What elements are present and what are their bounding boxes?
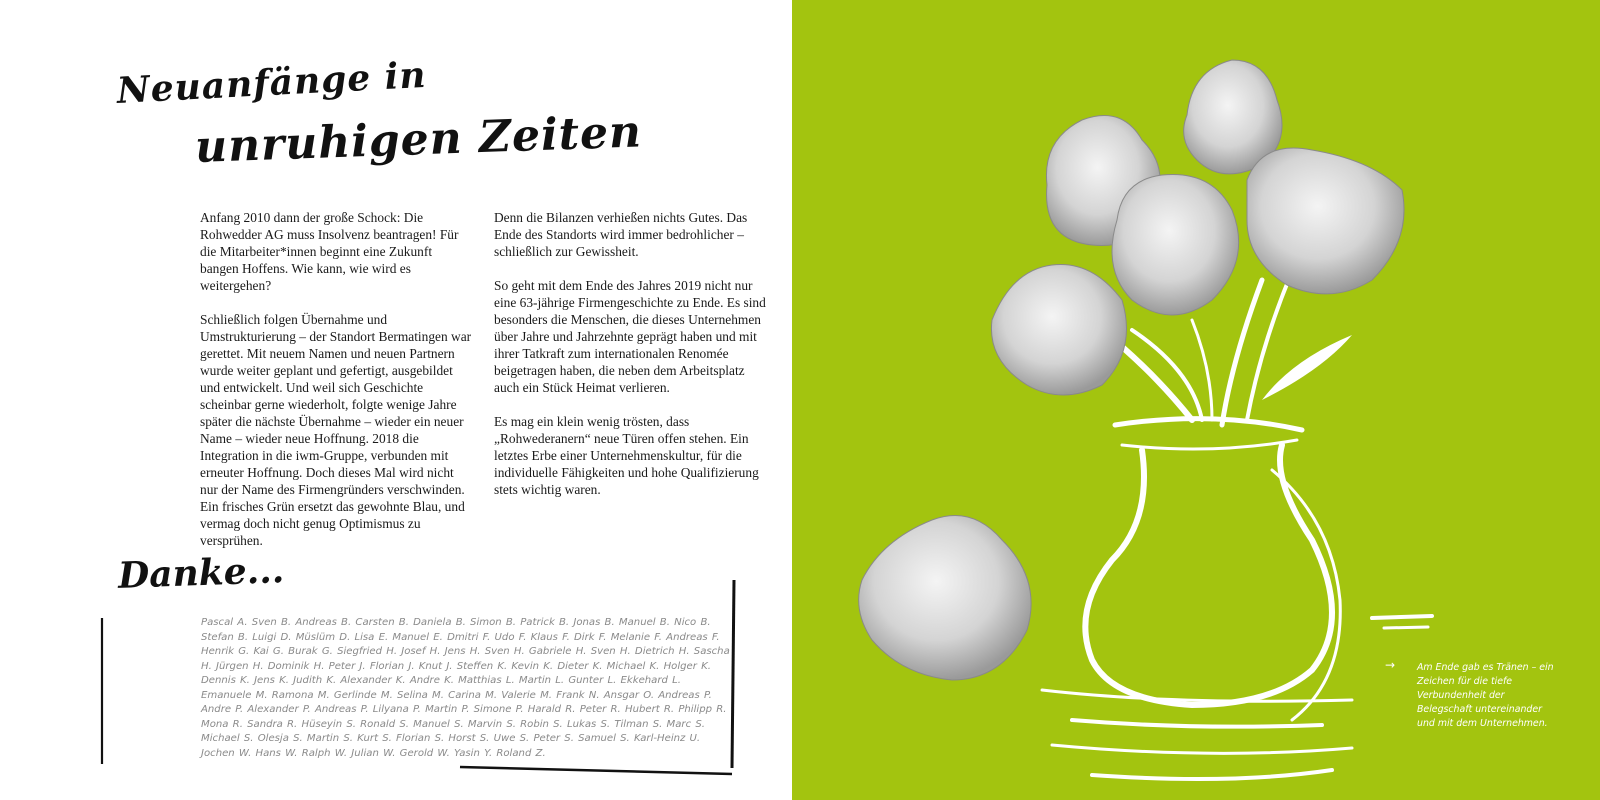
paragraph: Denn die Bilanzen verhießen nichts Gutes. Das Ende des Standorts wird immer bedrohlicher – schließlich zur Gewissheit. [494,210,748,259]
text-column-2 [494,209,766,515]
caption: Am Ende gab es Tränen – ein Zeichen für die tiefe Verbundenheit der Belegschaft untereinander und mit dem Unternehmen. [1417,662,1554,729]
paper-flowers [859,60,1404,680]
headline-line-2: unruhigen Zeiten [194,106,643,173]
paragraph: So geht mit dem Ende des Jahres 2019 nicht nur eine 63-jährige Firmengeschichte zu Ende. Es sind besonders die Menschen, die dieses Unternehmen über Jahre und Jahrzehnte geprägt haben und mit ihrer Tatkraft zum internationalen Renomée beigetragen haben, die neben dem Arbeitsplatz auch ein Stück Heimat verlieren. [494,278,766,395]
thanks-title: Danke... [117,549,285,597]
names-list: Pascal A. Sven B. Andreas B. Carsten B. Daniela B. Simon B. Patrick B. Jonas B. Manuel B. Nico B. Stefan B. Luigi D. Müslüm D. Lisa E. Manuel E. Dmitri F. Udo F. Klaus F. Dirk F. Melanie F. Andreas F. Henrik G. Kai G. Burak G. Siegfried H. Josef H. Jens H. Sven H. Gabriele H. Sven H. Dietrich H. Sascha H. Jürgen H. Dominik H. Peter J. Florian J. Knut J. Steffen K. Kevin K. Dieter K. Michael K. Holger K. Dennis K. Jens K. Judith K. Alexander K. Andre K. Matthias L. Martin L. Gunter L. Ekkehard L. Emanuele M. Ramona M. Gerlinde M. Selina M. Carina M. Valerie M. Frank N. Ansgar O. Andreas P. Andre P. Alexander P. Andreas P. Lilyana P. Martin P. Simone P. Harald R. Peter R. Hubert R. Philipp R. Mona R. Sandra R. Hüseyin S. Ronald S. Manuel S. Marvin S. Robin S. Lukas S. Tilman S. Marc S. Michael S. Olesja S. Martin S. Kurt S. Florian S. Horst S. Uwe S. Peter S. Samuel S. Karl-Heinz U. Jochen W. Hans W. Ralph W. Julian W. Gerold W. Yasin Y. Roland Z. [201,617,730,759]
paragraph: Anfang 2010 dann der große Schock: Die Rohwedder AG muss Insolvenz beantragen! Für die Mitarbeiter*innen beginnt eine Zukunft bangen Hoffens. Wie kann, wie wird es weitergehen? [200,210,459,293]
text-column-1 [200,209,472,566]
headline-line-1: Neuanfänge in [115,53,428,112]
arrow-icon: → [1385,658,1396,672]
left-page [0,0,792,800]
paragraph: Schließlich folgen Übernahme und Umstrukturierung – der Standort Bermatingen war gerettet. Mit neuem Namen und neuen Partnern wurde weiter geplant und gefertigt, ausgebildet und entwickelt. Und weil sich Geschichte scheinbar gerne wiederholt, folgte wenige Jahre später die nächste Übernahme – wieder ein neuer Name – wieder neue Hoffnung. 2018 die Integration in die iwm-Gruppe, verbunden mit erneuter Hoffnung. Doch dieses Mal wird nicht nur der Name des Firmengründers verschwinden. Ein frisches Grün ersetzt das gewohnte Blau, und vermag doch nicht genug Optimismus zu versprühen. [200,312,472,548]
paragraph: Es mag ein klein wenig trösten, dass „Rohwederanern“ neue Türen offen stehen. Ein letztes Erbe einer Unternehmenskultur, für die individuelle Fähigkeiten und hohe Qualifizierung stets wichtig waren. [494,414,759,497]
